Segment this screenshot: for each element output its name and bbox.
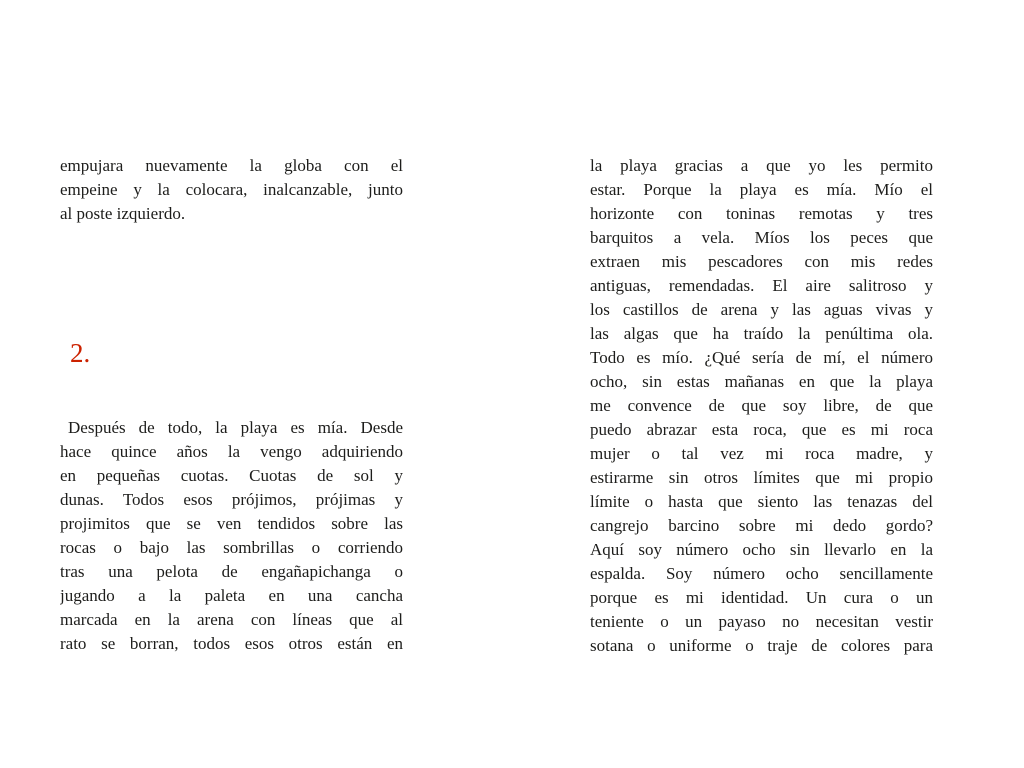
- text-line: estar. Porque la playa es mía. Mío el: [590, 180, 933, 199]
- text-line: porque es mi identidad. Un cura o un: [590, 588, 933, 607]
- left-page: [60, 154, 403, 656]
- text-line: tras una pelota de engañapichanga o: [60, 562, 403, 581]
- text-line: empujara nuevamente la globa con el: [60, 156, 403, 175]
- text-line: puedo abrazar esta roca, que es mi roca: [590, 420, 933, 439]
- text-line: sotana o uniforme o traje de colores para: [590, 636, 933, 655]
- text-line: Todo es mío. ¿Qué sería de mí, el número: [590, 348, 933, 367]
- text-line: projimitos que se ven tendidos sobre las: [60, 514, 403, 533]
- text-line: estirarme sin otros límites que mi propio: [590, 468, 933, 487]
- text-line: hace quince años la vengo adquiriendo: [60, 442, 403, 461]
- text-line: dunas. Todos esos prójimos, prójimas y: [60, 490, 403, 509]
- text-line: empeine y la colocara, inalcanzable, junto: [60, 180, 403, 199]
- text-line: Aquí soy número ocho sin llevarlo en la: [590, 540, 933, 559]
- text-line: Después de todo, la playa es mía. Desde: [68, 418, 403, 437]
- text-line: me convence de que soy libre, de que: [590, 396, 933, 415]
- text-line: marcada en la arena con líneas que al: [60, 610, 403, 629]
- text-line: mujer o tal vez mi roca madre, y: [590, 444, 933, 463]
- left-page-paragraph-2: [60, 416, 403, 656]
- left-page-paragraph-1: [60, 154, 403, 226]
- text-line: extraen mis pescadores con mis redes: [590, 252, 933, 271]
- text-line: ocho, sin estas mañanas en que la playa: [590, 372, 933, 391]
- text-line: las algas que ha traído la penúltima ola.: [590, 324, 933, 343]
- text-line: horizonte con toninas remotas y tres: [590, 204, 933, 223]
- text-line: rocas o bajo las sombrillas o corriendo: [60, 538, 403, 557]
- text-line: en pequeñas cuotas. Cuotas de sol y: [60, 466, 403, 485]
- text-line: espalda. Soy número ocho sencillamente: [590, 564, 933, 583]
- text-line: teniente o un payaso no necesitan vestir: [590, 612, 933, 631]
- text-line: jugando a la paleta en una cancha: [60, 586, 403, 605]
- text-line: barquitos a vela. Míos los peces que: [590, 228, 933, 247]
- text-line: al poste izquierdo.: [60, 204, 186, 223]
- text-line: la playa gracias a que yo les permito: [590, 156, 933, 175]
- text-line: rato se borran, todos esos otros están en: [60, 634, 403, 653]
- text-line: antiguas, remendadas. El aire salitroso y: [590, 276, 933, 295]
- text-line: límite o hasta que siento las tenazas del: [590, 492, 933, 511]
- text-line: los castillos de arena y las aguas vivas y: [590, 300, 933, 319]
- text-line: cangrejo barcino sobre mi dedo gordo?: [590, 516, 933, 535]
- right-page-paragraph-1: [590, 154, 933, 658]
- right-page: [590, 154, 933, 658]
- section-number: 2.: [70, 338, 91, 368]
